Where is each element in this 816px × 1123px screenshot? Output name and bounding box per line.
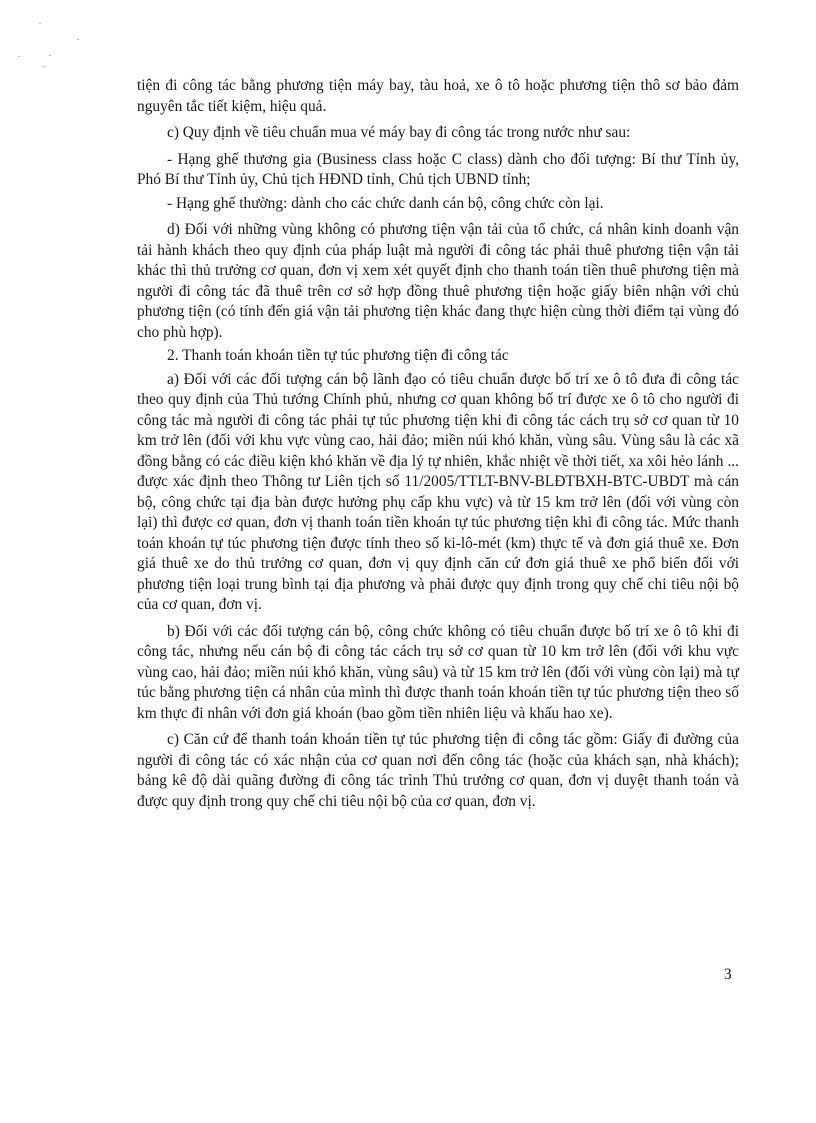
paragraph-officials-self-transport: b) Đối với các đối tượng cán bộ, công chức không có tiêu chuẩn được bố trí xe ô tô khi đi công tác, nhưng nếu cán bộ đi công tác cách trụ sở cơ quan từ 10 km trở lên (đối với khu vực vùng cao, hải đảo; miền núi khó khăn, vùng sâu) và từ 15 km trở lên (đối với vùng còn lại) mà tự túc bằng phương tiện cá nhân của mình thì được thanh toán khoán tiền tự túc phương tiện theo số km thực đi nhân với đơn giá khoán (bao gồm tiền nhiên liệu và khấu hao xe).: [137, 622, 739, 722]
section-heading-self-transport: 2. Thanh toán khoán tiền tự túc phương tiện đi công tác: [167, 347, 509, 364]
paragraph-business-class: - Hạng ghế thương gia (Business class hoặc C class) dành cho đối tượng: Bí thư Tỉnh ủy, Phó Bí thư Tỉnh ủy, Chủ tịch HĐND tỉnh, Chủ tịch UBND tỉnh;: [137, 150, 739, 188]
page-number: 3: [724, 966, 732, 983]
scan-speck: [18, 56, 20, 57]
paragraph-leaders-self-transport: a) Đối với các đối tượng cán bộ lãnh đạo có tiêu chuẩn được bố trí xe ô tô đưa đi công tác theo quy định của Thủ tướng Chính phủ, nhưng cơ quan không bố trí được xe ô tô cho người đi công tác mà người đi công tác phải tự túc phương tiện khi đi công tác cách trụ sở cơ quan từ 10 km trở lên (đối với khu vực vùng cao, hải đảo; miền núi khó khăn, vùng sâu. Vùng sâu là các xã đồng bằng có các điều kiện khó khăn về địa lý tự nhiên, khắc nhiệt về thời tiết, xa xôi hẻo lánh ... được xác định theo Thông tư Liên tịch số 11/2005/TTLT-BNV-BLĐTBXH-BTC-UBDT mà cán bộ, công chức tại địa bàn được hưởng phụ cấp khu vực) và từ 15 km trở lên (đối với vùng còn lại) thì được cơ quan, đơn vị thanh toán tiền khoán tự túc phương tiện khi đi công tác. Mức thanh toán khoán tự túc phương tiện được tính theo số ki-lô-mét (km) thực tế và đơn giá thuê xe. Đơn giá thuê xe do thủ trưởng cơ quan, đơn vị quy định căn cứ đơn giá thuê xe phổ biến đối với phương tiện loại trung bình tại địa phương và phải được quy định trong quy chế chi tiêu nội bộ của cơ quan, đơn vị.: [137, 370, 739, 613]
scan-speck: [39, 23, 41, 24]
paragraph-continuation: tiện đi công tác bằng phương tiện máy bay, tàu hoả, xe ô tô hoặc phương tiện thô sơ bảo đảm nguyên tắc tiết kiệm, hiệu quả.: [137, 77, 739, 115]
scan-speck: [49, 55, 51, 56]
paragraph-rental-vehicle: d) Đối với những vùng không có phương tiện vận tải của tổ chức, cá nhân kinh doanh vận tải hành khách theo quy định của pháp luật mà người đi công tác phải thuê phương tiện vận tải khác thì thủ trưởng cơ quan, đơn vị xem xét quyết định cho thanh toán tiền thuê phương tiện mà người đi công tác đã thuê trên cơ sở hợp đồng thuê phương tiện hoặc giấy biên nhận với chủ phương tiện (có tính đến giá vận tải phương tiện khác đang thực hiện cùng thời điểm tại vùng đó cho phù hợp).: [137, 221, 739, 341]
scan-speck: [77, 39, 79, 40]
paragraph-economy-class: - Hạng ghế thường: dành cho các chức danh cán bộ, công chức còn lại.: [167, 194, 604, 212]
paragraph-flight-ticket-rule: c) Quy định về tiêu chuẩn mua vé máy bay đi công tác trong nước như sau:: [167, 124, 631, 141]
paragraph-payment-basis: c) Căn cứ để thanh toán khoán tiền tự túc phương tiện đi công tác gồm: Giấy đi đường của người đi công tác có xác nhận của cơ quan nơi đến công tác (hoặc của khách sạn, nhà khách); bảng kê độ dài quãng đường đi công tác trình Thủ trưởng cơ quan, đơn vị duyệt thanh toán và được quy định trong quy chế chi tiêu nội bộ của cơ quan, đơn vị.: [137, 731, 739, 810]
document-body: [137, 76, 739, 818]
scan-speck: [43, 66, 45, 67]
